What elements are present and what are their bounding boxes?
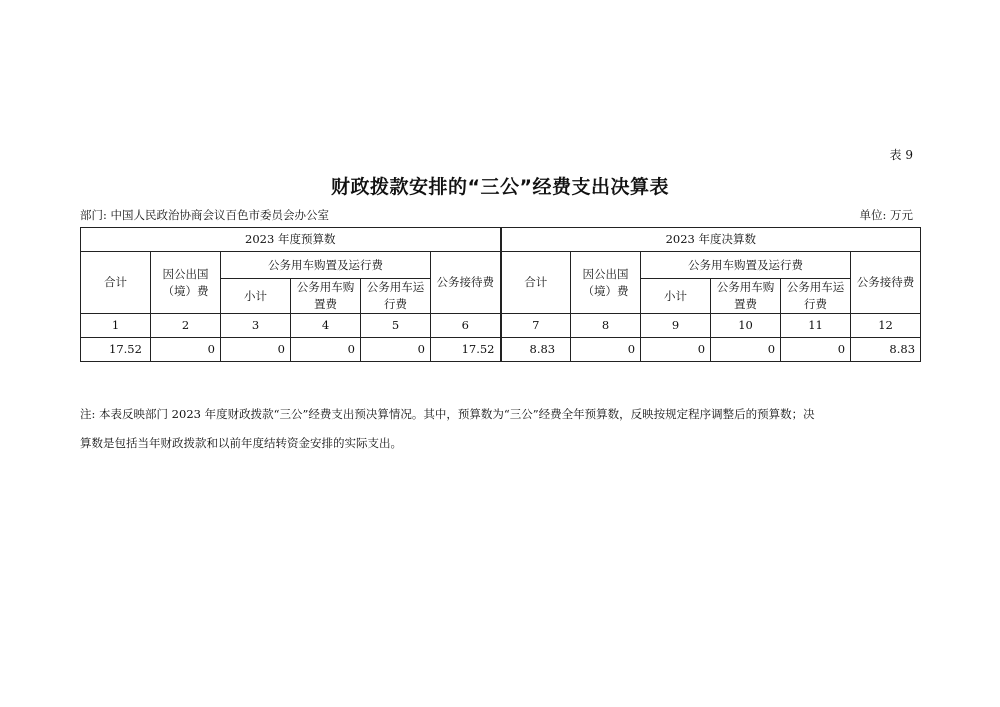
col-number-cell: 1 — [81, 314, 151, 338]
col-number-cell: 6 — [431, 314, 501, 338]
department-label: 部门: 中国人民政治协商会议百色市委员会办公室 — [80, 208, 330, 222]
value-cell: 0 — [711, 338, 781, 362]
col-number-cell: 11 — [781, 314, 851, 338]
col-number-cell: 8 — [571, 314, 641, 338]
col-number-cell: 3 — [221, 314, 291, 338]
column-number-row — [81, 314, 921, 338]
col-number-cell: 4 — [291, 314, 361, 338]
value-cell: 0 — [151, 338, 221, 362]
budget-subtotal-header: 小计 — [221, 279, 291, 314]
value-cell: 17.52 — [431, 338, 501, 362]
final-header: 2023 年度决算数 — [501, 228, 921, 252]
table-number: 表 9 — [889, 148, 913, 162]
footnote-line-1: 注: 本表反映部门 2023 年度财政拨款“三公”经费支出预决算情况。其中，预算数为“三公”经费全年预算数，反映按规定程序调整后的预算数；决 — [80, 407, 815, 421]
final-car-purchase-header: 公务用车购置费 — [711, 279, 781, 314]
final-car-operation-header: 公务用车运行费 — [781, 279, 851, 314]
value-cell: 0 — [361, 338, 431, 362]
final-subtotal-header: 小计 — [641, 279, 711, 314]
budget-car-purchase-header: 公务用车购置费 — [291, 279, 361, 314]
final-abroad-header: 因公出国（境）费 — [571, 252, 641, 314]
budget-car-group-header: 公务用车购置及运行费 — [221, 252, 431, 279]
unit-label: 单位: 万元 — [859, 208, 913, 222]
value-cell: 8.83 — [501, 338, 571, 362]
three-public-expenses-table — [80, 227, 921, 362]
value-cell: 0 — [571, 338, 641, 362]
budget-abroad-header: 因公出国（境）费 — [151, 252, 221, 314]
budget-car-operation-header: 公务用车运行费 — [361, 279, 431, 314]
col-number-cell: 7 — [501, 314, 571, 338]
col-number-cell: 10 — [711, 314, 781, 338]
value-cell: 0 — [291, 338, 361, 362]
final-car-group-header: 公务用车购置及运行费 — [641, 252, 851, 279]
budget-total-header: 合计 — [81, 252, 151, 314]
footnote-line-2: 算数是包括当年财政拨款和以前年度结转资金安排的实际支出。 — [80, 436, 402, 450]
value-cell: 0 — [641, 338, 711, 362]
value-cell: 8.83 — [851, 338, 921, 362]
budget-header: 2023 年度预算数 — [81, 228, 501, 252]
document-title: 财政拨款安排的“三公”经费支出决算表 — [331, 176, 669, 198]
value-cell: 17.52 — [81, 338, 151, 362]
value-cell: 0 — [781, 338, 851, 362]
final-total-header: 合计 — [501, 252, 571, 314]
value-row — [81, 338, 921, 362]
budget-reception-header: 公务接待费 — [431, 252, 501, 314]
col-number-cell: 9 — [641, 314, 711, 338]
header-row-categories — [81, 252, 921, 279]
footnote — [80, 400, 924, 458]
header-row-years — [81, 228, 921, 252]
value-cell: 0 — [221, 338, 291, 362]
col-number-cell: 5 — [361, 314, 431, 338]
final-reception-header: 公务接待费 — [851, 252, 921, 314]
col-number-cell: 12 — [851, 314, 921, 338]
col-number-cell: 2 — [151, 314, 221, 338]
